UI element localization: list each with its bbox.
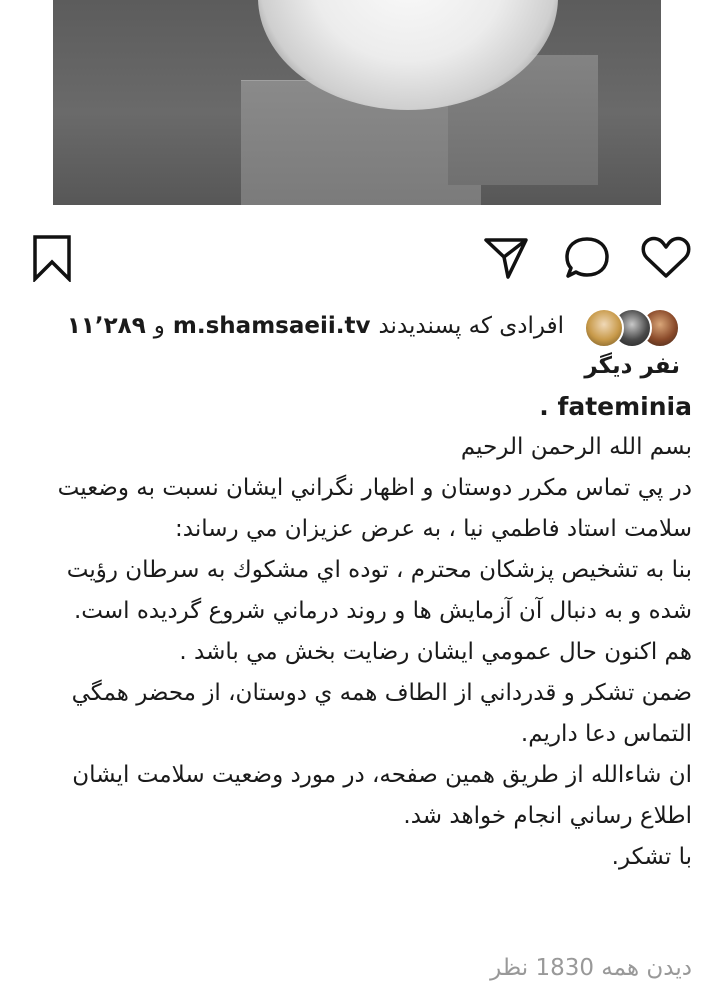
- view-all-comments-link[interactable]: دیدن همه 1830 نظر: [490, 955, 692, 981]
- post-caption: [40, 386, 692, 878]
- heart-icon[interactable]: [640, 236, 692, 280]
- bookmark-icon[interactable]: [32, 234, 72, 282]
- caption-line: ضمن تشكر و قدرداني از الطاف همه ي دوستان، از محضر همگي التماس دعا داريم.: [71, 680, 692, 747]
- post-action-bar: [0, 228, 720, 288]
- caption-username[interactable]: fateminia: [557, 392, 692, 421]
- likes-prefix: افرادی که پسندیدند: [378, 313, 564, 339]
- caption-line: در پي تماس مكرر دوستان و اظهار نگراني ايشان نسبت به وضعيت سلامت استاد فاطمي نيا ، به عرض عزيزان مي رساند:: [57, 475, 692, 542]
- likes-summary[interactable]: [30, 306, 680, 386]
- post-image[interactable]: [53, 0, 661, 205]
- caption-username-line: fateminia .: [539, 392, 692, 421]
- likes-others-count[interactable]: ۱۱٬۲۸۹: [66, 313, 146, 339]
- likes-connector: و: [153, 313, 165, 339]
- caption-line: ان شاءالله از طريق همين صفحه، در مورد وضعيت سلامت ايشان اطلاع رساني انجام خواهد شد.: [72, 762, 692, 829]
- caption-line: هم اكنون حال عمومي ايشان رضايت بخش مي باشد .: [179, 639, 692, 665]
- caption-line: بسم الله الرحمن الرحيم: [460, 434, 692, 460]
- liker-avatars: [586, 308, 680, 346]
- liker-username[interactable]: m.shamsaeii.tv: [172, 313, 371, 339]
- avatar: [584, 308, 624, 348]
- comment-icon[interactable]: [563, 235, 611, 281]
- send-icon[interactable]: [483, 236, 529, 280]
- likes-suffix[interactable]: نفر دیگر: [584, 353, 680, 379]
- caption-line: بنا به تشخيص پزشكان محترم ، توده اي مشكوك به سرطان رؤيت شده و به دنبال آن آزمايش ها و روند درماني شروع گرديده است.: [66, 557, 692, 624]
- caption-line: با تشكر.: [611, 844, 692, 870]
